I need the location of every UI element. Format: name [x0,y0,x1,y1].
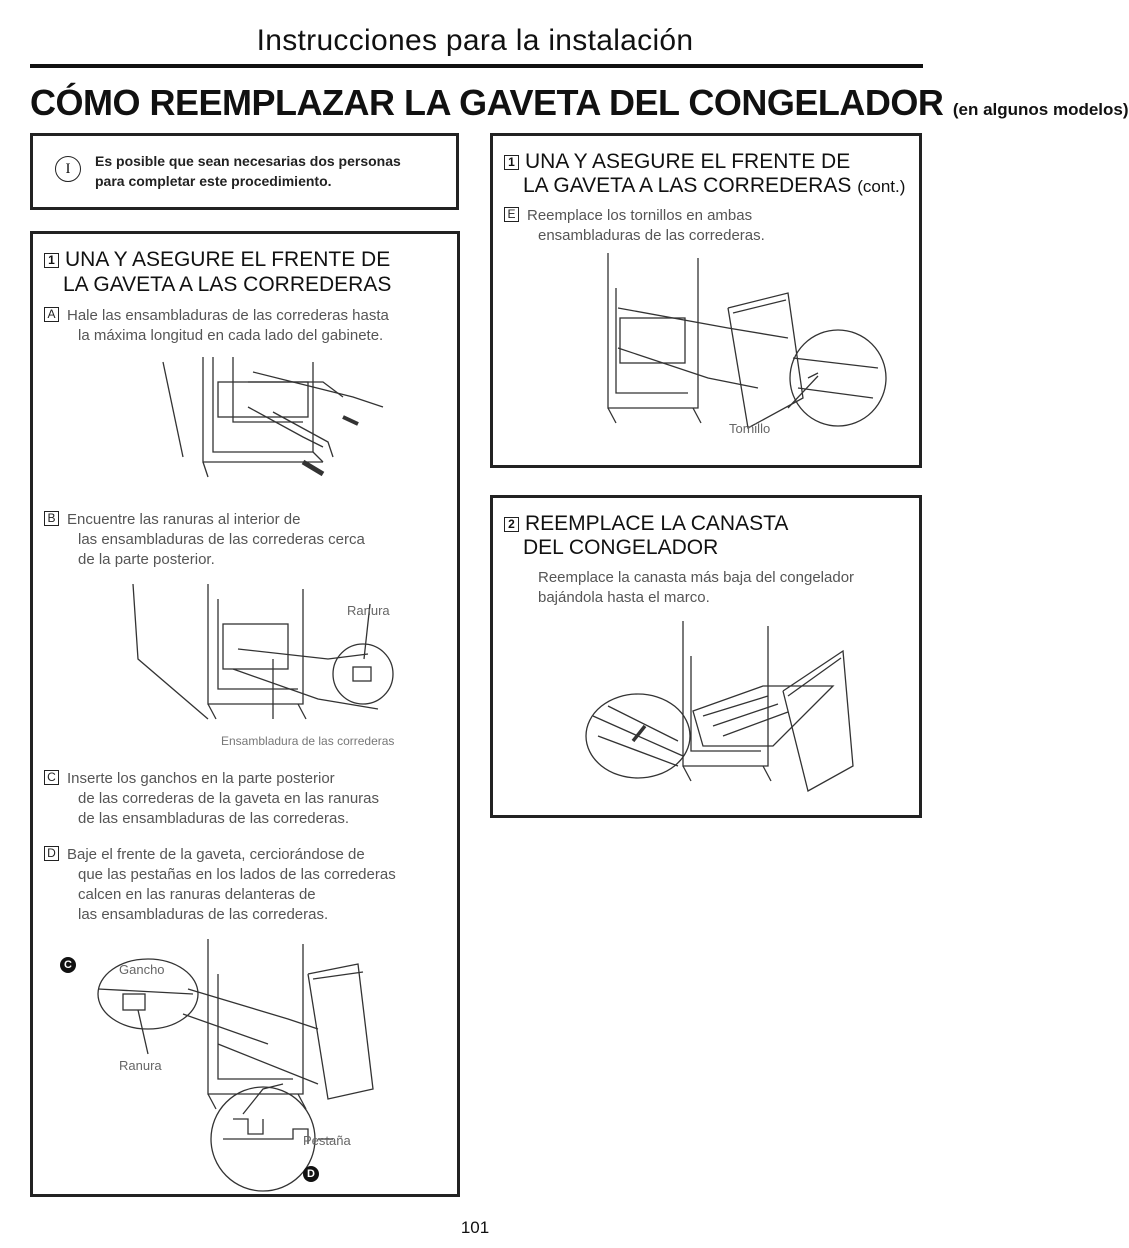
step1-C-letter: C [44,770,59,785]
step1-cont-title-line2: LA GAVETA A LAS CORREDERAS [523,174,852,197]
label-gancho: Gancho [119,962,165,977]
step1-C-line1: Inserte los ganchos en la parte posterior [67,770,335,787]
step1-cont-title-cont: (cont.) [857,177,906,196]
illustration-A [153,352,413,492]
step1-D-line1: Baje el frente de la gaveta, cerciorándose de [67,846,365,863]
label-ranura-B: Ranura [347,603,390,618]
step1-B-letter: B [44,511,59,526]
step1-B-line2: las ensambladuras de las correderas cerca [78,531,365,548]
marker-D: D [303,1166,319,1182]
step1-A-line1: Hale las ensambladuras de las correderas hasta [67,307,389,324]
step1-D-line1-row [44,845,365,865]
step1-B-line1-row [44,510,300,530]
main-heading-subtitle: (en algunos modelos) [952,100,1129,119]
step2-number: 2 [504,517,519,532]
step1-A-line1-row [44,306,389,326]
step2-title-line2: DEL CONGELADOR [523,536,719,559]
step1-title-line1: UNA Y ASEGURE EL FRENTE DE [65,248,391,271]
header-divider [30,64,923,68]
note-line-1: Es posible que sean necesarias dos personas [95,153,401,169]
label-ranura-D: Ranura [119,1058,162,1073]
step1-E-line1-row [504,206,752,226]
info-icon: I [55,156,81,182]
step2-box [490,495,922,818]
step2-line2: bajándola hasta el marco. [538,589,710,606]
step1-B-line1: Encuentre las ranuras al interior de [67,511,301,528]
label-tornillo: Tornillo [729,421,771,436]
label-ensambladura: Ensambladura de las correderas [221,734,395,748]
step1-title [44,248,390,272]
step1-A-line2: la máxima longitud en cada lado del gabinete. [78,327,384,344]
step1-cont-box [490,133,922,468]
step1-D-line4: las ensambladuras de las correderas. [78,906,329,923]
step1-cont-number: 1 [504,155,519,170]
step1-C-line1-row [44,769,335,789]
step1-D-line2: que las pestañas en los lados de las correderas [78,866,396,883]
label-pestana: Pestaña [303,1133,351,1148]
marker-C: C [60,957,76,973]
step1-cont-title [504,150,850,174]
step1-cont-title-line2-row [523,174,905,199]
illustration-basket [583,616,873,806]
step2-title-line1: REEMPLACE LA CANASTA [525,512,789,535]
step1-box [30,231,460,1197]
step1-E-letter: E [504,207,519,222]
step1-A-letter: A [44,307,59,322]
main-heading-title: CÓMO REEMPLAZAR LA GAVETA DEL CONGELADOR [30,82,944,123]
page-number: 101 [460,1218,490,1237]
step2-line1: Reemplace la canasta más baja del congelador [538,569,855,586]
step1-number: 1 [44,253,59,268]
page-header-title: Instrucciones para la instalación [256,24,694,57]
note-box [30,133,459,210]
step1-C-line2: de las correderas de la gaveta en las ranuras [78,790,380,807]
step2-title [504,512,788,536]
note-line-2: para completar este procedimiento. [95,173,332,189]
step1-title-line2: LA GAVETA A LAS CORREDERAS [63,273,392,296]
step1-C-line3: de las ensambladuras de las correderas. [78,810,349,827]
step1-B-line3: de la parte posterior. [78,551,215,568]
step1-E-line1: Reemplace los tornillos en ambas [527,207,753,224]
step1-cont-title-line1: UNA Y ASEGURE EL FRENTE DE [525,150,851,173]
main-heading [30,82,1129,124]
step1-D-letter: D [44,846,59,861]
step1-D-line3: calcen en las ranuras delanteras de [78,886,316,903]
step1-E-line2: ensambladuras de las correderas. [538,227,765,244]
